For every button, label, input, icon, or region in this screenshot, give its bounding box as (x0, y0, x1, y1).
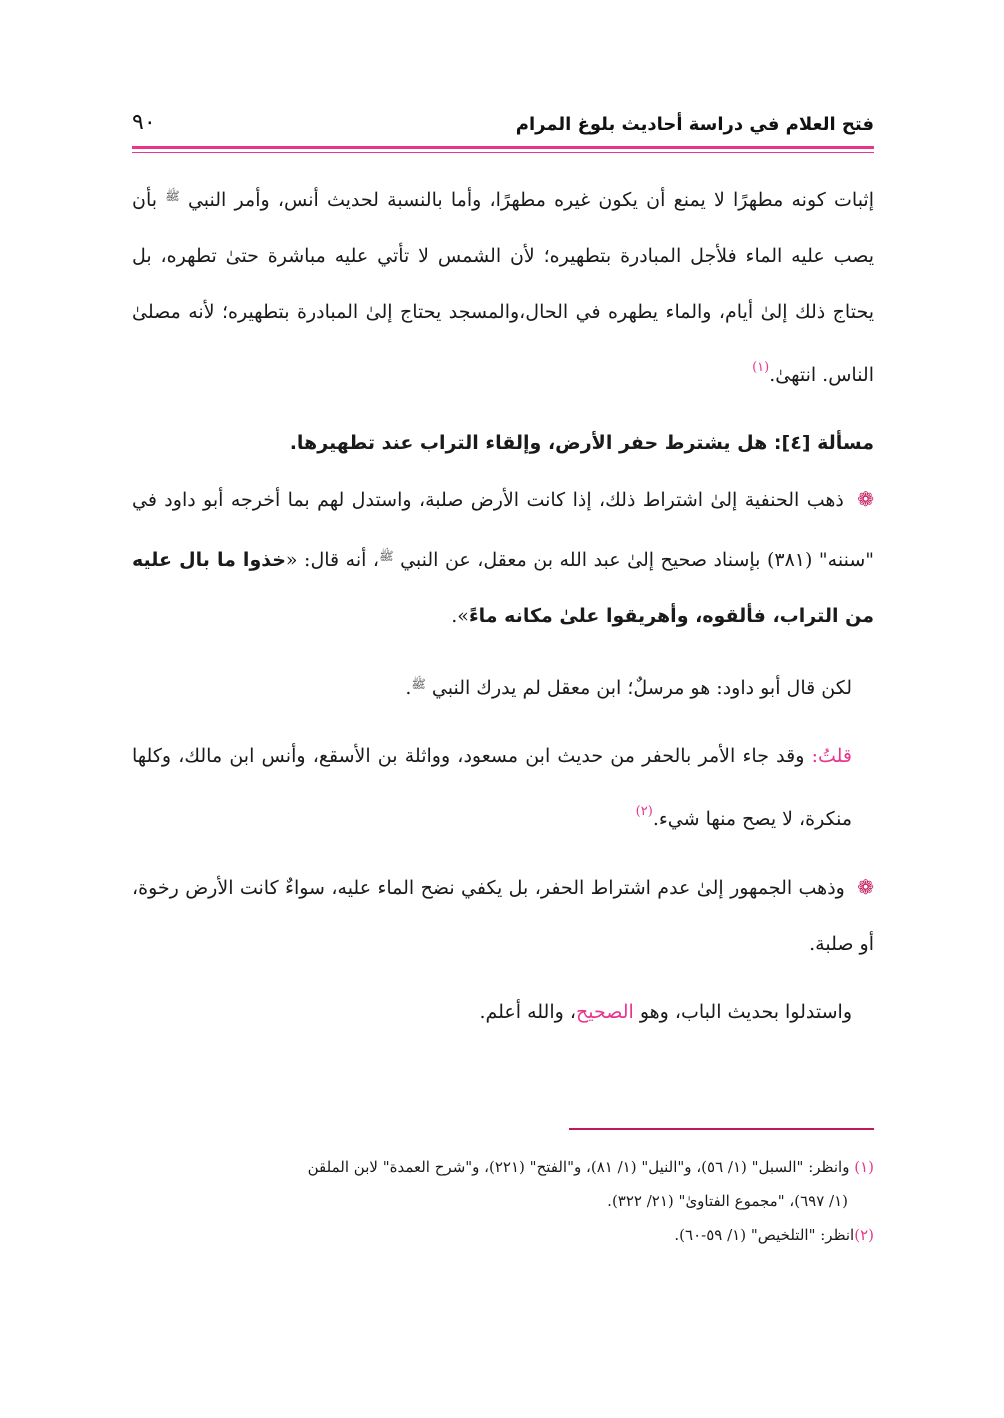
footnote-1-line-1: وانظر: "السبل" (١/ ٥٦)، و"النيل" (١/ ٨١)، و"الفتح" (٢٢١)، و"شرح العمدة" لابن الملقن (307, 1158, 855, 1176)
paragraph-2-text-a: ذهب الحنفية إلىٰ اشتراط ذلك، إذا كانت الأرض صلبة، واستدل لهم بما أخرجه أبو داود في "سننه" (٣٨١) بإسناد صحيح إلىٰ عبد الله بن معقل، عن النبي (132, 489, 874, 571)
hadith-quote: خذوا ما بال عليه من التراب، فألقوه، وأهريقوا علىٰ مكانه ماءً (132, 549, 874, 627)
flower-bullet-icon: ❁ (857, 875, 874, 899)
paragraph-4-text: وقد جاء الأمر بالحفر من حديث ابن مسعود، وواثلة بن الأسقع، وأنس ابن مالك، وكلها منكرة، لا يصح منها شيء. (132, 745, 852, 830)
paragraph-4 (132, 728, 874, 847)
footnote-ref-1[interactable]: (١) (752, 360, 770, 375)
page-number: ٩٠ (132, 110, 156, 135)
highlight-sahih: الصحيح (575, 1001, 634, 1023)
footnotes (132, 1150, 874, 1252)
footnote-2-line-1: انظر: "التلخيص" (١/ ٥٩-٦٠). (674, 1226, 855, 1244)
footnote-separator (569, 1128, 874, 1130)
paragraph-6-text-a: واستدلوا بحديث الباب، وهو (633, 1001, 852, 1023)
flower-bullet-icon: ❁ (857, 487, 874, 511)
paragraph-2-text-b: ، أنه قال: « (285, 549, 380, 571)
paragraph-1 (132, 168, 874, 403)
page-header (132, 110, 874, 144)
footnote-2 (132, 1218, 874, 1252)
footnote-1-continued (132, 1184, 874, 1218)
footnote-ref-2[interactable]: (٢) (635, 804, 653, 819)
paragraph-6-text-b: ، والله أعلم. (479, 1001, 576, 1023)
paragraph-2-text-c: ». (451, 605, 469, 627)
salutation-mark: ﷺ (379, 549, 394, 563)
qultu-label: قلتُ: (811, 745, 852, 767)
issue-heading (132, 415, 874, 471)
salutation-mark: ﷺ (411, 677, 426, 691)
paragraph-3 (132, 656, 874, 716)
paragraph-3-end: . (405, 677, 412, 699)
salutation-mark: ﷺ (165, 189, 180, 203)
paragraph-6 (132, 984, 874, 1040)
issue-label: مسألة [٤]: (773, 432, 874, 454)
paragraph-1-text-b: بأن يصب عليه الماء فلأجل المبادرة بتطهيره؛ لأن الشمس لا تأتي عليه مباشرة حتىٰ تطهره، بل يحتاج ذلك إلىٰ أيام، والماء يطهره في الحال،والمسجد يحتاج إلىٰ المبادرة بتطهيره؛ لأنه مصلىٰ الناس. انتهىٰ. (132, 189, 874, 386)
issue-title: هل يشترط حفر الأرض، وإلقاء التراب عند تطهيرها. (289, 432, 774, 454)
paragraph-5 (132, 859, 874, 972)
paragraph-1-text-a: إثبات كونه مطهرًا لا يمنع أن يكون غيره مطهرًا، وأما بالنسبة لحديث أنس، وأمر النبي (179, 189, 874, 211)
footnote-1-line-2: (١/ ٦٩٧)، "مجموع الفتاوىٰ" (٢١/ ٣٢٢). (607, 1192, 848, 1210)
header-rule-thick (132, 146, 874, 149)
paragraph-5-text: وذهب الجمهور إلىٰ عدم اشتراط الحفر، بل يكفي نضح الماء عليه، سواءٌ كانت الأرض رخوة، أو صلبة. (132, 877, 874, 955)
paragraph-3-text: لكن قال أبو داود: هو مرسلٌ؛ ابن معقل لم يدرك النبي (425, 677, 852, 699)
paragraph-2 (132, 471, 874, 644)
header-rule-thin (132, 152, 874, 153)
book-title: فتح العلام في دراسة أحاديث بلوغ المرام (515, 114, 874, 135)
main-text (132, 168, 874, 1040)
footnote-1-number: (١) (854, 1158, 874, 1176)
footnote-2-number: (٢) (854, 1226, 874, 1244)
footnote-1 (132, 1150, 874, 1184)
